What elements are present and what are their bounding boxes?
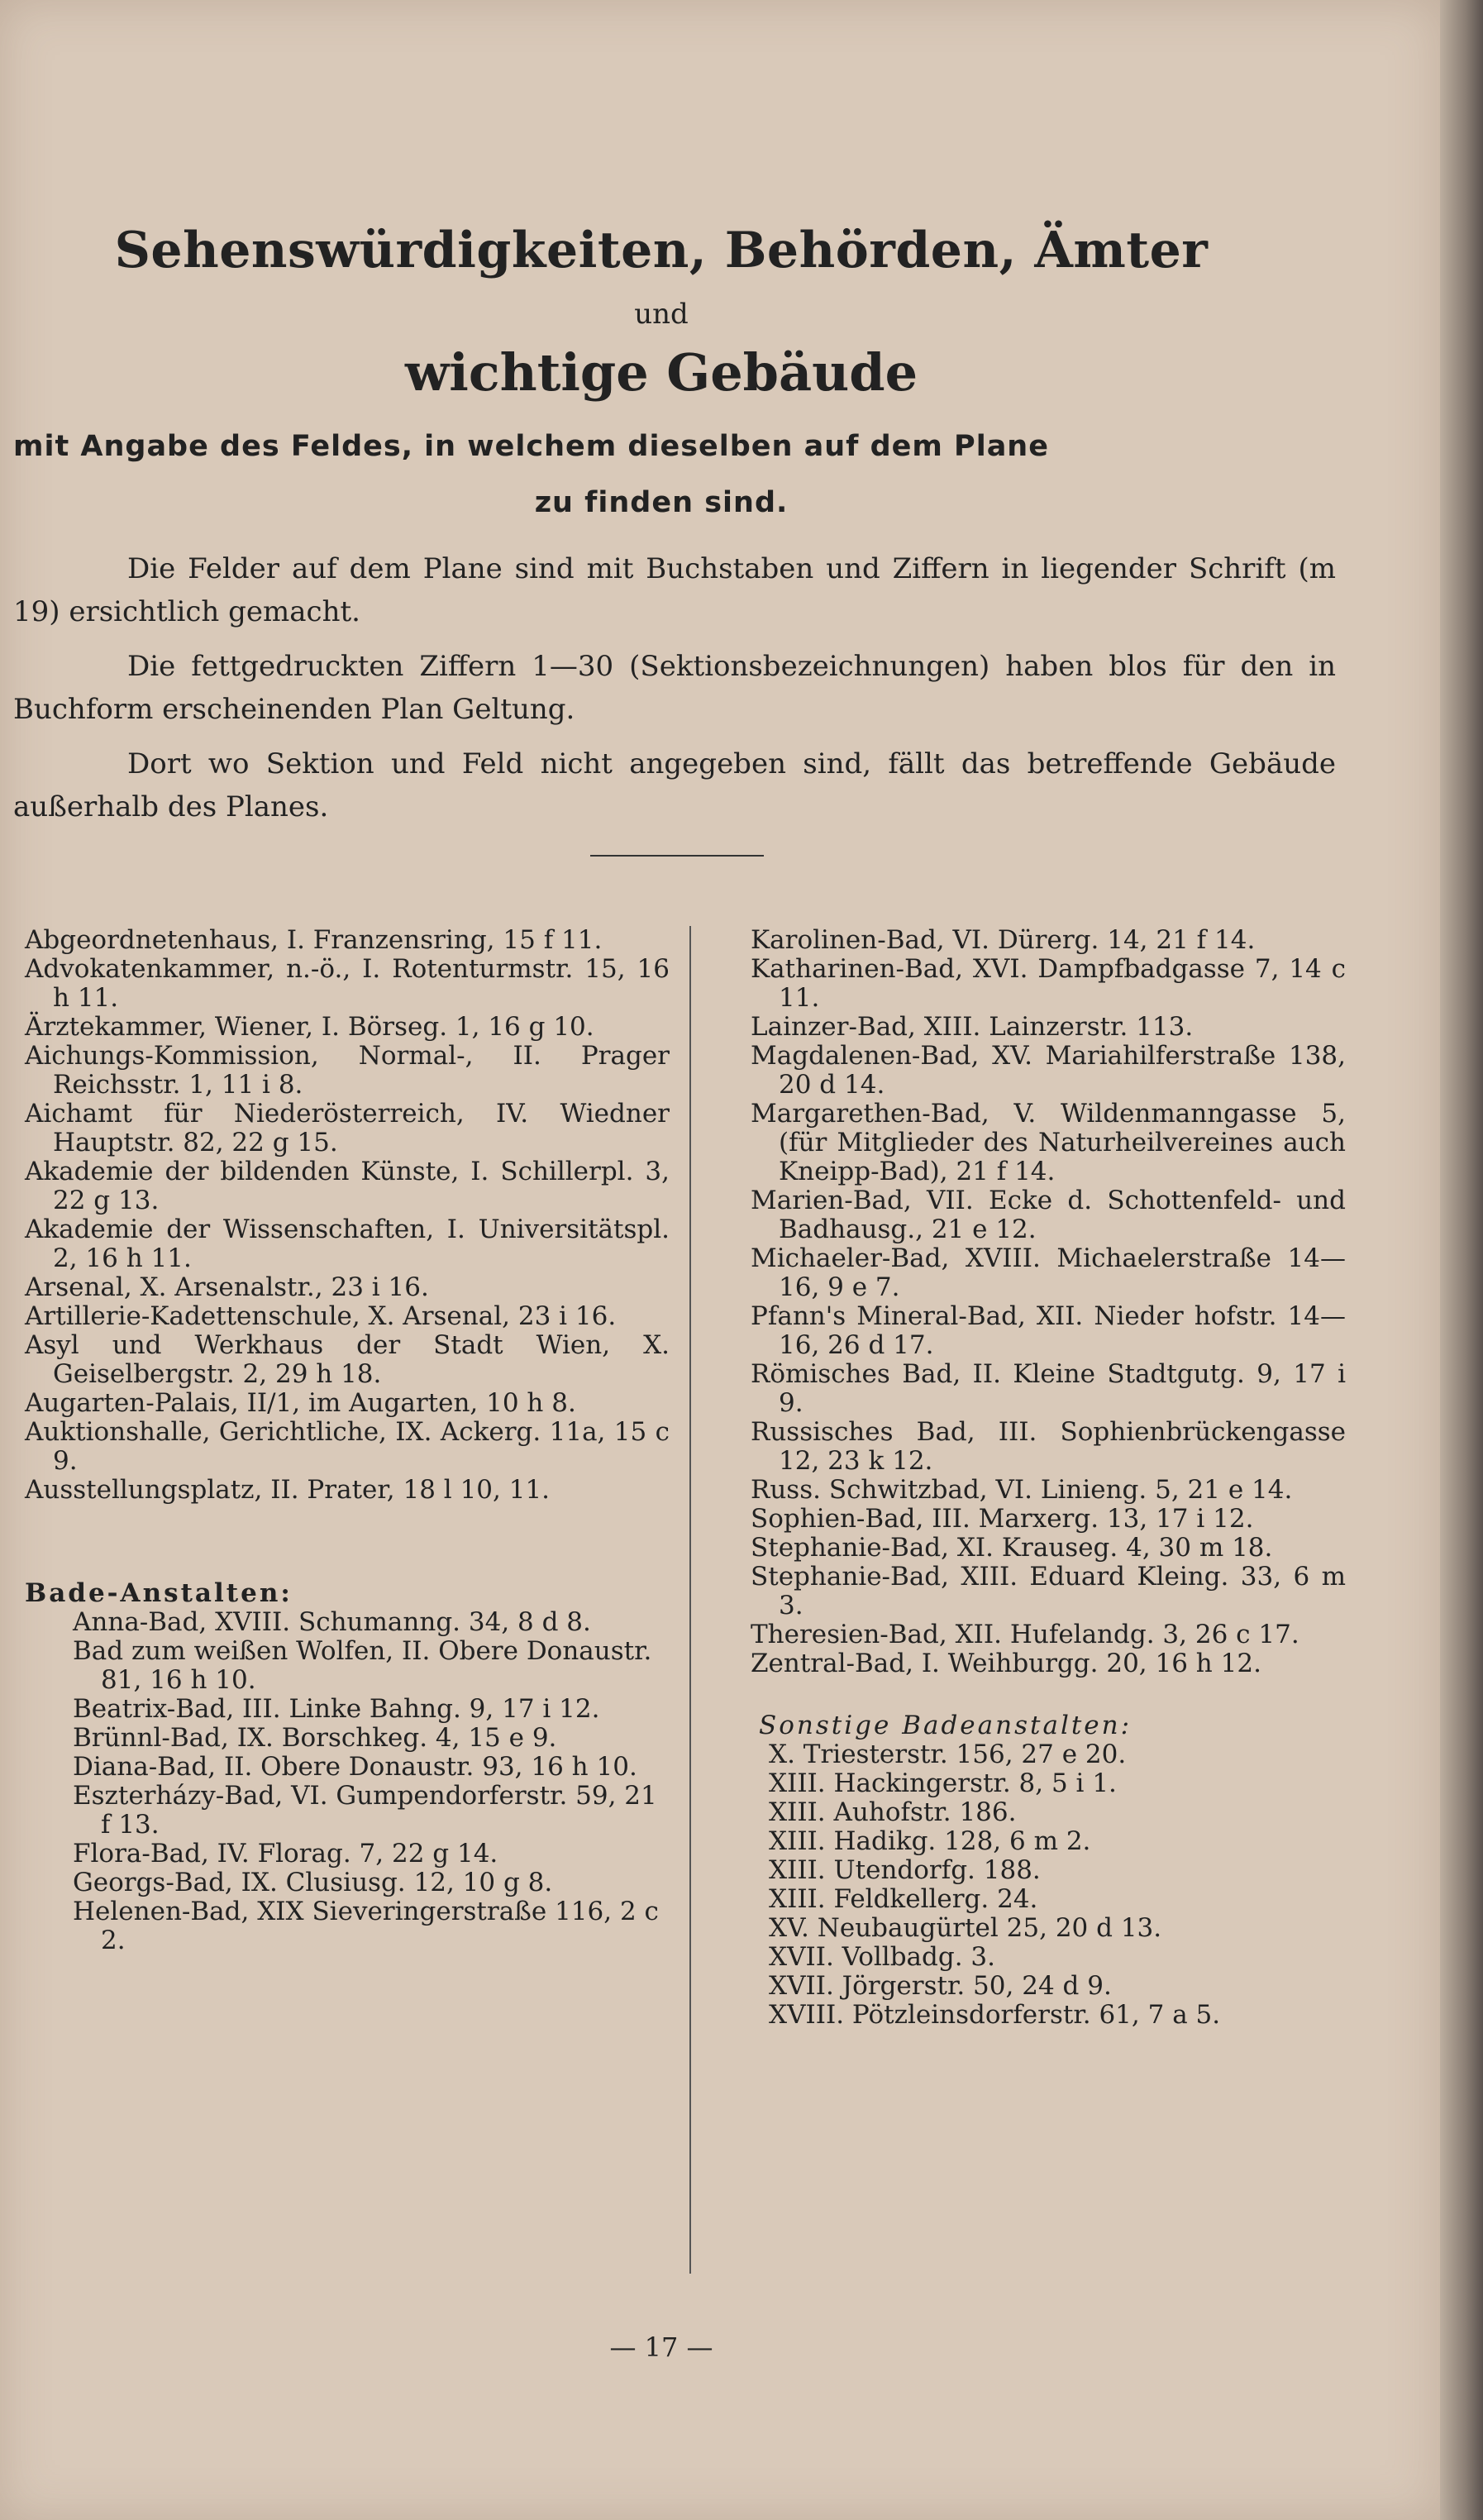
list-item: Stephanie-Bad, XIII. Eduard Kleing. 33, 6 m 3. xyxy=(751,1562,1346,1620)
subtitle-line-1: mit Angabe des Feldes, in welchem dieselben auf dem Plane xyxy=(13,430,1049,463)
list-item: XIII. Feldkellerg. 24. xyxy=(769,1884,1038,1914)
list-item: XVII. Vollbadg. 3. xyxy=(769,1942,995,1972)
page-subtitle: wichtige Gebäude xyxy=(404,342,918,403)
list-item: Marien-Bad, VII. Ecke d. Schottenfeld- und Badhausg., 21 e 12. xyxy=(751,1186,1346,1244)
list-item: Ärztekammer, Wiener, I. Börseg. 1, 16 g 10. xyxy=(25,1012,594,1042)
list-item: Russisches Bad, III. Sophienbrückengasse 12, 23 k 12. xyxy=(751,1417,1346,1476)
list-item: Beatrix-Bad, III. Linke Bahng. 9, 17 i 12. xyxy=(73,1694,600,1724)
page-edge xyxy=(1440,0,1483,2520)
list-item: Anna-Bad, XVIII. Schumanng. 34, 8 d 8. xyxy=(73,1607,591,1637)
list-item: Aichungs-Kommission, Normal-, II. Prager Reichsstr. 1, 11 i 8. xyxy=(25,1041,670,1100)
list-item: Russ. Schwitzbad, VI. Linieng. 5, 21 e 14. xyxy=(751,1475,1293,1505)
list-item: Magdalenen-Bad, XV. Mariahilferstraße 138, 20 d 14. xyxy=(751,1041,1346,1100)
list-item: Akademie der Wissenschaften, I. Universitätspl. 2, 16 h 11. xyxy=(25,1215,670,1273)
list-item: XIII. Auhofstr. 186. xyxy=(769,1797,1017,1827)
list-item: Katharinen-Bad, XVI. Dampfbadgasse 7, 14 c 11. xyxy=(751,954,1346,1013)
list-item: Auktionshalle, Gerichtliche, IX. Ackerg. 11a, 15 c 9. xyxy=(25,1417,670,1476)
list-item: XIII. Hackingerstr. 8, 5 i 1. xyxy=(769,1768,1117,1798)
list-item: Georgs-Bad, IX. Clusiusg. 12, 10 g 8. xyxy=(73,1868,553,1897)
intro-paragraph-1: Die Felder auf dem Plane sind mit Buchstaben und Ziffern in liegender Schrift (m 19) ersichtlich gemacht. xyxy=(13,552,1336,628)
list-item: Diana-Bad, II. Obere Donaustr. 93, 16 h 10. xyxy=(73,1752,637,1782)
list-item: Ausstellungsplatz, II. Prater, 18 l 10, 11. xyxy=(25,1475,551,1505)
list-item: XIII. Utendorfg. 188. xyxy=(769,1855,1041,1885)
list-item: Advokatenkammer, n.-ö., I. Rotenturmstr. 15, 16 h 11. xyxy=(25,954,670,1013)
list-item: Römisches Bad, II. Kleine Stadtgutg. 9, 17 i 9. xyxy=(751,1359,1346,1418)
list-item: Helenen-Bad, XIX Sieveringerstraße 116, 2 c 2. xyxy=(73,1897,659,1955)
list-item: Karolinen-Bad, VI. Dürerg. 14, 21 f 14. xyxy=(751,925,1256,955)
list-item: Arsenal, X. Arsenalstr., 23 i 16. xyxy=(25,1272,429,1302)
list-item: Abgeordnetenhaus, I. Franzensring, 15 f 11. xyxy=(25,925,603,955)
list-item: Zentral-Bad, I. Weihburgg. 20, 16 h 12. xyxy=(751,1649,1261,1678)
right-column xyxy=(751,926,1346,2030)
list-item: Aichamt für Niederösterreich, IV. Wiedner Hauptstr. 82, 22 g 15. xyxy=(25,1099,670,1157)
subtitle-line-2: zu finden sind. xyxy=(534,486,789,519)
separator-rule xyxy=(590,855,764,857)
list-item: Stephanie-Bad, XI. Krauseg. 4, 30 m 18. xyxy=(751,1533,1273,1563)
list-item: Eszterházy-Bad, VI. Gumpendorferstr. 59, 21 f 13. xyxy=(73,1781,657,1840)
list-item: X. Triesterstr. 156, 27 e 20. xyxy=(769,1740,1127,1769)
page-number: — 17 — xyxy=(609,2331,713,2363)
list-item: Akademie der bildenden Künste, I. Schillerpl. 3, 22 g 13. xyxy=(25,1157,670,1215)
list-item: Margarethen-Bad, V. Wildenmanngasse 5, (für Mitglieder des Naturheilvereines auch Kneipp-Bad), 21 f 14. xyxy=(751,1099,1346,1186)
list-item: Michaeler-Bad, XVIII. Michaelerstraße 14—16, 9 e 7. xyxy=(751,1243,1346,1302)
list-item: XV. Neubaugürtel 25, 20 d 13. xyxy=(769,1913,1162,1943)
list-item: Brünnl-Bad, IX. Borschkeg. 4, 15 e 9. xyxy=(73,1723,557,1753)
page-title: Sehenswürdigkeiten, Behörden, Ämter xyxy=(114,222,1209,279)
list-item: Theresien-Bad, XII. Hufelandg. 3, 26 c 17. xyxy=(751,1620,1299,1649)
intro-paragraph-2: Die fettgedruckten Ziffern 1—30 (Sektionsbezeichnungen) haben blos für den in Buchform erscheinenden Plan Geltung. xyxy=(13,650,1336,726)
list-item: XVIII. Pötzleinsdorferstr. 61, 7 a 5. xyxy=(769,2000,1221,2030)
left-column xyxy=(25,926,670,1955)
intro-paragraph-3: Dort wo Sektion und Feld nicht angegeben sind, fällt das betreffende Gebäude außerhalb des Planes. xyxy=(13,747,1336,823)
list-item: Augarten-Palais, II/1, im Augarten, 10 h 8. xyxy=(25,1388,576,1418)
list-item: Bad zum weißen Wolfen, II. Obere Donaustr. 81, 16 h 10. xyxy=(73,1636,652,1695)
list-item: Lainzer-Bad, XIII. Lainzerstr. 113. xyxy=(751,1012,1194,1042)
section-heading-bade: Bade-Anstalten: xyxy=(25,1578,293,1608)
column-divider xyxy=(689,926,691,2274)
list-item: Artillerie-Kadettenschule, X. Arsenal, 23 i 16. xyxy=(25,1301,617,1331)
list-item: Sophien-Bad, III. Marxerg. 13, 17 i 12. xyxy=(751,1504,1254,1534)
list-item: Flora-Bad, IV. Florag. 7, 22 g 14. xyxy=(73,1839,498,1869)
section-heading-sonstige: Sonstige Badeanstalten: xyxy=(759,1711,1133,1740)
list-item: Pfann's Mineral-Bad, XII. Nieder hofstr. 14—16, 26 d 17. xyxy=(751,1301,1346,1360)
list-item: XVII. Jörgerstr. 50, 24 d 9. xyxy=(769,1971,1112,2001)
title-conjunction: und xyxy=(634,298,689,331)
list-item: XIII. Hadikg. 128, 6 m 2. xyxy=(769,1826,1091,1856)
list-item: Asyl und Werkhaus der Stadt Wien, X. Geiselbergstr. 2, 29 h 18. xyxy=(25,1330,670,1389)
